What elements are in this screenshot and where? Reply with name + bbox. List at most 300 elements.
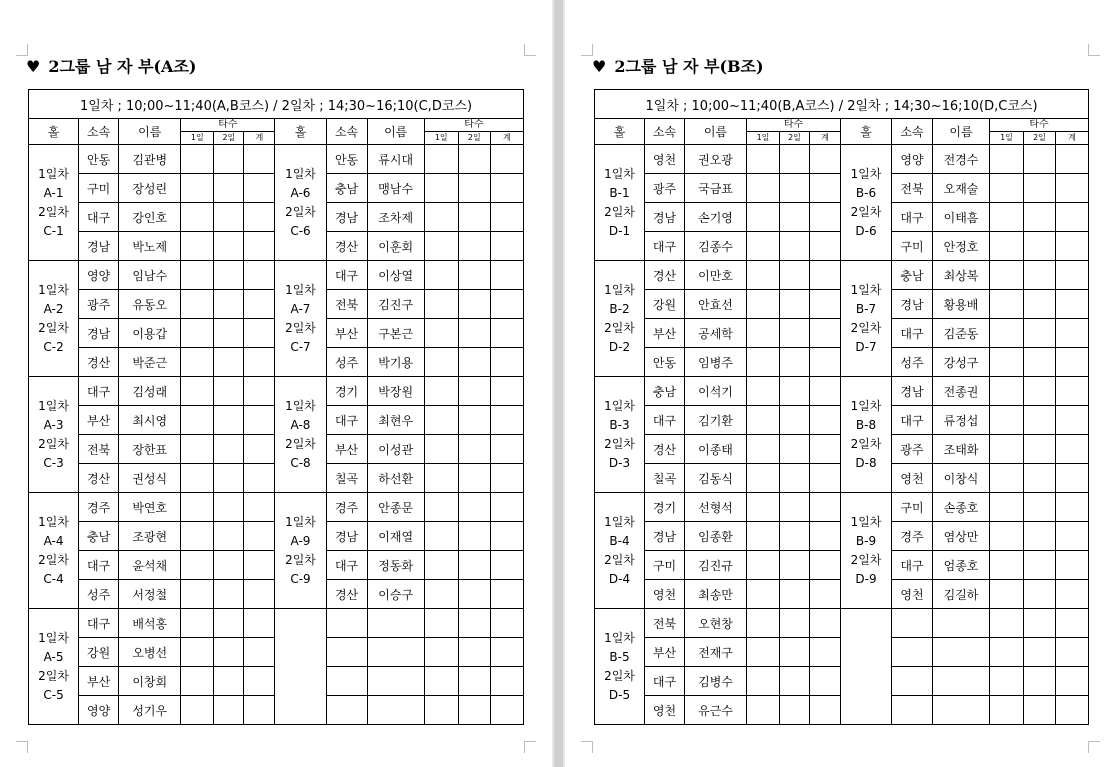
score-day1-cell[interactable] [181, 290, 214, 319]
score-day1-cell[interactable] [181, 348, 214, 377]
team-cell: 광주 [645, 174, 685, 203]
score-total-cell[interactable] [1056, 261, 1089, 290]
score-day1-cell[interactable] [424, 348, 458, 377]
score-total-cell[interactable] [810, 464, 841, 493]
score-total-cell[interactable] [244, 203, 275, 232]
score-total-cell[interactable] [244, 348, 275, 377]
score-day1-cell[interactable] [747, 522, 780, 551]
empty-cell[interactable] [1024, 667, 1056, 696]
score-total-cell[interactable] [1056, 580, 1089, 609]
score-day1-cell[interactable] [990, 290, 1024, 319]
score-day2-cell[interactable] [780, 522, 810, 551]
score-total-cell[interactable] [810, 638, 841, 667]
score-day2-cell[interactable] [214, 145, 244, 174]
score-total-cell[interactable] [810, 348, 841, 377]
score-day1-cell[interactable] [990, 522, 1024, 551]
score-total-cell[interactable] [490, 551, 523, 580]
score-day2-cell[interactable] [780, 551, 810, 580]
score-total-cell[interactable] [810, 696, 841, 725]
score-total-cell[interactable] [244, 232, 275, 261]
hole-line: A-8 [290, 417, 311, 432]
score-total-cell[interactable] [810, 522, 841, 551]
score-day2-cell[interactable] [214, 232, 244, 261]
score-day1-cell[interactable] [181, 203, 214, 232]
score-day2-cell[interactable] [1024, 348, 1056, 377]
score-total-cell[interactable] [244, 290, 275, 319]
score-day2-cell[interactable] [1024, 406, 1056, 435]
hole-line: C-9 [290, 571, 311, 586]
score-day2-cell[interactable] [1024, 493, 1056, 522]
score-total-cell[interactable] [244, 145, 275, 174]
score-day1-cell[interactable] [424, 261, 458, 290]
score-day1-cell[interactable] [181, 609, 214, 638]
score-day2-cell[interactable] [1024, 377, 1056, 406]
score-day1-cell[interactable] [990, 174, 1024, 203]
score-day2-cell[interactable] [1024, 435, 1056, 464]
score-day2-cell[interactable] [780, 203, 810, 232]
score-day1-cell[interactable] [747, 261, 780, 290]
score-total-cell[interactable] [244, 464, 275, 493]
score-day1-cell[interactable] [747, 145, 780, 174]
score-day1-cell[interactable] [747, 551, 780, 580]
score-total-cell[interactable] [244, 551, 275, 580]
score-total-cell[interactable] [244, 377, 275, 406]
crop-mark [524, 44, 536, 56]
document-page-b [565, 0, 1116, 767]
score-day2-cell[interactable] [214, 580, 244, 609]
score-day2-cell[interactable] [214, 261, 244, 290]
empty-cell[interactable] [1024, 609, 1056, 638]
empty-cell[interactable] [1056, 609, 1089, 638]
score-day2-cell[interactable] [214, 551, 244, 580]
score-day1-cell[interactable] [747, 667, 780, 696]
score-day2-cell[interactable] [780, 174, 810, 203]
empty-cell[interactable] [424, 638, 458, 667]
score-day2-cell[interactable] [1024, 174, 1056, 203]
team-cell: 칠곡 [326, 464, 367, 493]
score-day1-cell[interactable] [181, 464, 214, 493]
score-day1-cell[interactable] [181, 638, 214, 667]
name-cell: 임병주 [685, 348, 747, 377]
empty-cell[interactable] [367, 667, 424, 696]
score-day2-cell[interactable] [214, 435, 244, 464]
score-day2-cell[interactable] [1024, 203, 1056, 232]
score-day2-cell[interactable] [780, 377, 810, 406]
score-day1-cell[interactable] [181, 696, 214, 725]
score-day2-cell[interactable] [214, 667, 244, 696]
score-total-cell[interactable] [810, 203, 841, 232]
score-total-cell[interactable] [1056, 493, 1089, 522]
score-total-cell[interactable] [810, 319, 841, 348]
score-day2-cell[interactable] [1024, 551, 1056, 580]
score-total-cell[interactable] [1056, 406, 1089, 435]
score-total-cell[interactable] [490, 406, 523, 435]
empty-cell[interactable] [990, 667, 1024, 696]
empty-cell[interactable] [326, 609, 367, 638]
score-total-cell[interactable] [490, 580, 523, 609]
empty-cell[interactable] [367, 609, 424, 638]
empty-cell[interactable] [1056, 696, 1089, 725]
score-day1-cell[interactable] [747, 435, 780, 464]
score-total-cell[interactable] [810, 667, 841, 696]
score-day1-cell[interactable] [747, 319, 780, 348]
score-total-cell[interactable] [810, 377, 841, 406]
score-day2-cell[interactable] [214, 377, 244, 406]
header-total: 계 [1056, 132, 1089, 145]
score-day1-cell[interactable] [181, 551, 214, 580]
score-day2-cell[interactable] [780, 667, 810, 696]
empty-cell[interactable] [367, 638, 424, 667]
empty-cell[interactable] [990, 638, 1024, 667]
empty-cell[interactable] [367, 696, 424, 725]
header-hole: 홀 [275, 119, 326, 145]
score-day2-cell[interactable] [214, 348, 244, 377]
score-day1-cell[interactable] [424, 522, 458, 551]
score-total-cell[interactable] [810, 145, 841, 174]
name-cell: 최현우 [367, 406, 424, 435]
empty-cell[interactable] [326, 638, 367, 667]
score-day1-cell[interactable] [990, 464, 1024, 493]
empty-cell[interactable] [892, 609, 933, 638]
score-day2-cell[interactable] [1024, 464, 1056, 493]
score-day2-cell[interactable] [780, 638, 810, 667]
score-total-cell[interactable] [244, 493, 275, 522]
score-day1-cell[interactable] [747, 377, 780, 406]
score-day1-cell[interactable] [424, 145, 458, 174]
score-total-cell[interactable] [490, 232, 523, 261]
score-total-cell[interactable] [1056, 522, 1089, 551]
score-day2-cell[interactable] [780, 319, 810, 348]
score-day2-cell[interactable] [214, 638, 244, 667]
hole-line: 2일차 [604, 436, 635, 451]
score-day1-cell[interactable] [747, 696, 780, 725]
name-cell: 박노제 [119, 232, 181, 261]
empty-cell[interactable] [933, 609, 990, 638]
team-cell: 영양 [79, 696, 119, 725]
score-day1-cell[interactable] [747, 203, 780, 232]
score-total-cell[interactable] [244, 174, 275, 203]
score-day1-cell[interactable] [181, 174, 214, 203]
team-cell: 경남 [645, 203, 685, 232]
score-total-cell[interactable] [244, 261, 275, 290]
header-total: 계 [244, 132, 275, 145]
score-total-cell[interactable] [810, 174, 841, 203]
score-total-cell[interactable] [490, 493, 523, 522]
score-day1-cell[interactable] [747, 232, 780, 261]
score-day1-cell[interactable] [990, 145, 1024, 174]
score-total-cell[interactable] [810, 290, 841, 319]
score-day2-cell[interactable] [458, 290, 490, 319]
score-day2-cell[interactable] [780, 464, 810, 493]
score-day1-cell[interactable] [181, 522, 214, 551]
name-cell: 류정섭 [933, 406, 990, 435]
empty-cell[interactable] [458, 609, 490, 638]
score-day2-cell[interactable] [1024, 319, 1056, 348]
score-total-cell[interactable] [810, 232, 841, 261]
score-total-cell[interactable] [1056, 174, 1089, 203]
score-day2-cell[interactable] [214, 522, 244, 551]
score-total-cell[interactable] [1056, 551, 1089, 580]
score-day1-cell[interactable] [181, 580, 214, 609]
score-total-cell[interactable] [244, 406, 275, 435]
score-day2-cell[interactable] [780, 348, 810, 377]
team-cell: 영천 [892, 580, 933, 609]
score-day1-cell[interactable] [747, 580, 780, 609]
score-total-cell[interactable] [244, 435, 275, 464]
score-total-cell[interactable] [244, 522, 275, 551]
score-day1-cell[interactable] [424, 319, 458, 348]
score-total-cell[interactable] [244, 319, 275, 348]
score-total-cell[interactable] [490, 145, 523, 174]
score-day1-cell[interactable] [990, 435, 1024, 464]
empty-cell[interactable] [326, 696, 367, 725]
score-total-cell[interactable] [490, 319, 523, 348]
hole-cell [595, 145, 645, 261]
score-total-cell[interactable] [490, 464, 523, 493]
empty-cell[interactable] [933, 696, 990, 725]
empty-cell[interactable] [490, 609, 523, 638]
score-day2-cell[interactable] [780, 261, 810, 290]
score-day2-cell[interactable] [214, 609, 244, 638]
score-day1-cell[interactable] [181, 377, 214, 406]
score-total-cell[interactable] [810, 580, 841, 609]
crop-mark [1088, 44, 1100, 56]
score-total-cell[interactable] [1056, 232, 1089, 261]
name-cell: 김관병 [119, 145, 181, 174]
player-row [595, 609, 1089, 638]
hole-line: A-3 [43, 417, 64, 432]
team-cell: 구미 [79, 174, 119, 203]
score-day1-cell[interactable] [990, 319, 1024, 348]
score-day2-cell[interactable] [458, 232, 490, 261]
header-team: 소속 [326, 119, 367, 145]
empty-cell[interactable] [424, 667, 458, 696]
score-day2-cell[interactable] [214, 493, 244, 522]
score-total-cell[interactable] [490, 290, 523, 319]
player-row [595, 145, 1089, 174]
empty-cell[interactable] [490, 638, 523, 667]
score-day2-cell[interactable] [458, 464, 490, 493]
score-total-cell[interactable] [490, 261, 523, 290]
score-day1-cell[interactable] [424, 203, 458, 232]
score-day1-cell[interactable] [424, 406, 458, 435]
score-day2-cell[interactable] [214, 319, 244, 348]
hole-line: 1일차 [604, 514, 635, 529]
score-day1-cell[interactable] [181, 319, 214, 348]
score-day2-cell[interactable] [1024, 145, 1056, 174]
score-day1-cell[interactable] [990, 406, 1024, 435]
score-total-cell[interactable] [1056, 348, 1089, 377]
score-day2-cell[interactable] [458, 522, 490, 551]
score-day1-cell[interactable] [181, 493, 214, 522]
empty-cell[interactable] [424, 609, 458, 638]
team-cell: 광주 [892, 435, 933, 464]
score-day2-cell[interactable] [214, 203, 244, 232]
score-total-cell[interactable] [490, 435, 523, 464]
team-cell: 경산 [645, 261, 685, 290]
empty-cell[interactable] [1056, 667, 1089, 696]
score-day1-cell[interactable] [747, 348, 780, 377]
score-day1-cell[interactable] [424, 551, 458, 580]
score-total-cell[interactable] [810, 435, 841, 464]
score-day1-cell[interactable] [990, 580, 1024, 609]
score-total-cell[interactable] [490, 203, 523, 232]
empty-cell[interactable] [490, 696, 523, 725]
score-day1-cell[interactable] [747, 406, 780, 435]
score-day1-cell[interactable] [424, 232, 458, 261]
score-day1-cell[interactable] [747, 638, 780, 667]
score-day2-cell[interactable] [1024, 290, 1056, 319]
score-day2-cell[interactable] [458, 261, 490, 290]
score-day1-cell[interactable] [181, 261, 214, 290]
score-day2-cell[interactable] [780, 609, 810, 638]
score-day1-cell[interactable] [424, 493, 458, 522]
score-total-cell[interactable] [1056, 203, 1089, 232]
score-day1-cell[interactable] [990, 261, 1024, 290]
score-day2-cell[interactable] [458, 319, 490, 348]
score-day1-cell[interactable] [990, 493, 1024, 522]
score-day2-cell[interactable] [214, 696, 244, 725]
empty-cell[interactable] [458, 638, 490, 667]
score-total-cell[interactable] [1056, 377, 1089, 406]
score-day1-cell[interactable] [990, 203, 1024, 232]
score-day1-cell[interactable] [990, 377, 1024, 406]
name-cell: 이승구 [367, 580, 424, 609]
score-day1-cell[interactable] [424, 174, 458, 203]
score-day1-cell[interactable] [747, 609, 780, 638]
score-day1-cell[interactable] [181, 406, 214, 435]
name-cell: 이창회 [119, 667, 181, 696]
empty-cell[interactable] [326, 667, 367, 696]
score-day1-cell[interactable] [424, 377, 458, 406]
empty-cell[interactable] [990, 696, 1024, 725]
score-total-cell[interactable] [490, 377, 523, 406]
player-row [29, 377, 524, 406]
score-day1-cell[interactable] [181, 232, 214, 261]
score-day2-cell[interactable] [458, 406, 490, 435]
score-day1-cell[interactable] [747, 464, 780, 493]
score-total-cell[interactable] [490, 348, 523, 377]
score-total-cell[interactable] [244, 638, 275, 667]
empty-cell[interactable] [892, 667, 933, 696]
score-day2-cell[interactable] [458, 580, 490, 609]
hole-line: 1일차 [604, 630, 635, 645]
empty-cell[interactable] [458, 667, 490, 696]
score-total-cell[interactable] [1056, 319, 1089, 348]
score-day2-cell[interactable] [214, 174, 244, 203]
score-total-cell[interactable] [810, 609, 841, 638]
name-cell: 권성식 [119, 464, 181, 493]
empty-cell[interactable] [933, 667, 990, 696]
score-total-cell[interactable] [810, 261, 841, 290]
score-day2-cell[interactable] [780, 580, 810, 609]
empty-cell[interactable] [1056, 638, 1089, 667]
score-total-cell[interactable] [490, 522, 523, 551]
team-cell: 부산 [326, 319, 367, 348]
score-day2-cell[interactable] [458, 377, 490, 406]
score-day1-cell[interactable] [181, 145, 214, 174]
score-day2-cell[interactable] [458, 493, 490, 522]
score-day2-cell[interactable] [458, 174, 490, 203]
empty-cell[interactable] [490, 667, 523, 696]
score-day2-cell[interactable] [780, 232, 810, 261]
hole-line: 2일차 [604, 204, 635, 219]
score-total-cell[interactable] [244, 696, 275, 725]
score-day1-cell[interactable] [424, 580, 458, 609]
score-total-cell[interactable] [1056, 290, 1089, 319]
score-day2-cell[interactable] [1024, 232, 1056, 261]
team-cell: 안동 [326, 145, 367, 174]
score-day1-cell[interactable] [990, 551, 1024, 580]
score-day1-cell[interactable] [424, 290, 458, 319]
header-d1: 1일 [990, 132, 1024, 145]
score-total-cell[interactable] [1056, 435, 1089, 464]
score-day2-cell[interactable] [458, 551, 490, 580]
hole-line: 2일차 [38, 436, 69, 451]
score-day2-cell[interactable] [780, 290, 810, 319]
score-day2-cell[interactable] [780, 145, 810, 174]
score-day2-cell[interactable] [458, 145, 490, 174]
score-total-cell[interactable] [490, 174, 523, 203]
score-total-cell[interactable] [810, 493, 841, 522]
score-day1-cell[interactable] [424, 435, 458, 464]
empty-cell[interactable] [458, 696, 490, 725]
empty-cell[interactable] [424, 696, 458, 725]
empty-cell[interactable] [892, 696, 933, 725]
empty-cell[interactable] [990, 609, 1024, 638]
score-day1-cell[interactable] [181, 667, 214, 696]
score-day2-cell[interactable] [458, 435, 490, 464]
score-day1-cell[interactable] [424, 464, 458, 493]
empty-cell[interactable] [892, 638, 933, 667]
name-cell: 조광현 [119, 522, 181, 551]
score-total-cell[interactable] [244, 667, 275, 696]
score-day1-cell[interactable] [747, 493, 780, 522]
score-day2-cell[interactable] [780, 696, 810, 725]
score-total-cell[interactable] [810, 551, 841, 580]
hole-line: 1일차 [38, 398, 69, 413]
score-day2-cell[interactable] [1024, 580, 1056, 609]
score-total-cell[interactable] [244, 580, 275, 609]
score-day1-cell[interactable] [181, 435, 214, 464]
score-day2-cell[interactable] [214, 290, 244, 319]
score-total-cell[interactable] [1056, 464, 1089, 493]
score-total-cell[interactable] [244, 609, 275, 638]
empty-cell[interactable] [933, 638, 990, 667]
score-total-cell[interactable] [810, 406, 841, 435]
score-day2-cell[interactable] [780, 406, 810, 435]
score-day1-cell[interactable] [747, 174, 780, 203]
score-day2-cell[interactable] [458, 348, 490, 377]
score-day2-cell[interactable] [1024, 261, 1056, 290]
team-cell: 경산 [326, 580, 367, 609]
score-day2-cell[interactable] [1024, 522, 1056, 551]
score-day2-cell[interactable] [780, 435, 810, 464]
score-day1-cell[interactable] [747, 290, 780, 319]
empty-cell[interactable] [1024, 696, 1056, 725]
score-day2-cell[interactable] [780, 493, 810, 522]
score-day2-cell[interactable] [458, 203, 490, 232]
score-day1-cell[interactable] [990, 348, 1024, 377]
score-day1-cell[interactable] [990, 232, 1024, 261]
empty-cell[interactable] [1024, 638, 1056, 667]
hole-line: 2일차 [850, 436, 882, 451]
score-day2-cell[interactable] [214, 464, 244, 493]
score-day2-cell[interactable] [214, 406, 244, 435]
score-total-cell[interactable] [1056, 145, 1089, 174]
hole-line: B-5 [609, 649, 630, 664]
name-cell: 서정철 [119, 580, 181, 609]
